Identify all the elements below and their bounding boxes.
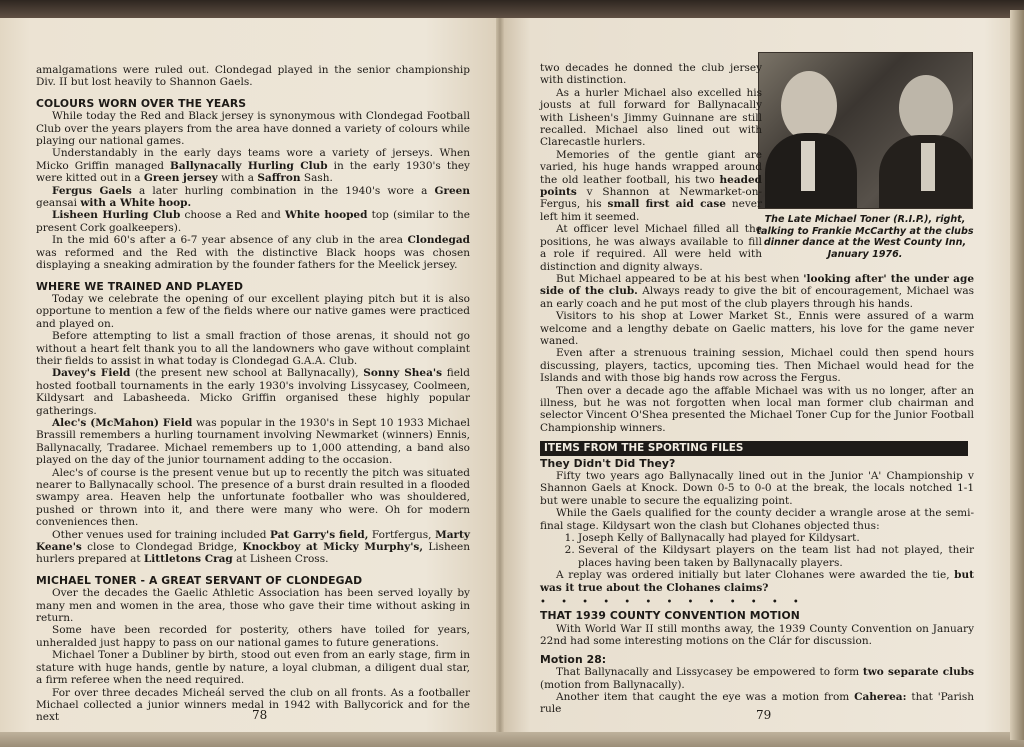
dot-divider: • • • • • • • • • • • • • xyxy=(540,597,805,609)
list-item: 1. Joseph Kelly of Ballynacally had played for Kildysart. xyxy=(578,532,974,544)
intro-paragraph: amalgamations were ruled out. Clondegad played in the senior championship Div. II but lost heavily to Shannon Gaels. xyxy=(36,64,470,89)
paragraph: In the mid 60's after a 6-7 year absence of any club in the area Clondegad was reformed and the Red with the distinctive Black hoops was chosen displaying a sneaking admiration by the founder fathers for the Meelick jersey. xyxy=(36,234,470,272)
paragraph: Understandably in the early days teams wore a variety of jerseys. When Micko Griffin managed Ballynacally Hurling Club in the early 1930's they were kitted out in a Green jersey with a Saffron Sash. xyxy=(36,147,470,185)
heading-didnt: They Didn't Did They? xyxy=(540,456,676,470)
paragraph: Over the decades the Gaelic Athletic Association has been served loyally by many men and women in the area, those who gave their time without asking in return. xyxy=(36,587,470,625)
page-number: 78 xyxy=(252,708,268,722)
paragraph: Even after a strenuous training session, Michael could then spend hours discussing, players, tactics, upcoming ties. Then Michael would head for the Islands and with those big hands row across the Fergus. xyxy=(540,347,974,385)
page-number: 79 xyxy=(756,708,772,722)
paragraph: As a hurler Michael also excelled his jousts at full forward for Ballynacally with Lisheen's Jimmy Guinnane are still recalled. Michael also lined out with Clarecastle hurlers. xyxy=(540,86,762,149)
photo-caption: The Late Michael Toner (R.I.P.), right, talking to Frankie McCarthy at the clubs dinner dance at the West County Inn, January 1976. xyxy=(756,214,974,260)
list-item: 2. Several of the Kildysart players on the team list had not played, their places having been taken by Ballynacally players. xyxy=(578,544,974,569)
section-banner: ITEMS FROM THE SPORTING FILES xyxy=(540,441,968,455)
heading-motion: THAT 1939 COUNTY CONVENTION MOTION xyxy=(540,609,800,623)
paragraph: Alec's of course is the present venue but up to recently the pitch was situated nearer to Ballynacally school. The presence of a burst drain resulted in a flooded swampy area. Heaven help the unfortunate footballer who was shouldered, pushed or thrown into it, and there were many who were. Oh for modern conveniences then. xyxy=(36,466,470,529)
paragraph: Lisheen Hurling Club choose a Red and White hooped top (similar to the present Cork goalkeepers). xyxy=(36,209,471,234)
right-page xyxy=(500,18,1010,732)
paragraph: While today the Red and Black jersey is synonymous with Clondegad Football Club over the years players from the area have donned a variety of colours while playing our national games. xyxy=(36,110,470,148)
paragraph: While the Gaels qualified for the county decider a wrangle arose at the semi-final stage. Kildysart won the clash but Clohanes objected thus: xyxy=(540,507,974,532)
paragraph: Other venues used for training included Pat Garry's field, Fortfergus, Marty Keane's close to Clondegad Bridge, Knockboy at Micky Murphy's, Lisheen hurlers prepared at Littletons Crag at Lisheen Cross. xyxy=(36,528,470,566)
paragraph: At officer level Michael filled all the positions, he was always available to fill a role if required. All were held with distinction and dignity always. xyxy=(540,223,762,273)
paragraph: With World War II still months away, the 1939 County Convention on January 22nd had some interesting motions on the Clár for discussion. xyxy=(540,622,974,648)
paragraph: two decades he donned the club jersey with distinction. xyxy=(540,62,762,87)
left-page xyxy=(0,18,500,732)
paragraph: But Michael appeared to be at his best when 'looking after' the under age side of the club. Always ready to give the bit of encouragement, Michael was an early coach and he put most of the club players through his hands. xyxy=(540,272,975,310)
page-edge xyxy=(1010,10,1024,740)
paragraph: A replay was ordered initially but later Clohanes were awarded the tie, but was it true about the Clohanes claims? xyxy=(540,569,974,594)
paragraph: Memories of the gentle giant are varied, his huge hands wrapped around the old leather football, his two headed points v Shannon at Newmarket-on-Fergus, his small first aid case never left him it seemed. xyxy=(540,148,763,223)
paragraph: Another item that caught the eye was a motion from Caherea: that 'Parish rule xyxy=(540,690,974,716)
heading-colours: COLOURS WORN OVER THE YEARS xyxy=(36,96,247,110)
narrow-text-block xyxy=(540,62,762,273)
heading-trained: WHERE WE TRAINED AND PLAYED xyxy=(36,279,244,293)
left-column xyxy=(36,64,470,724)
paragraph: That Ballynacally and Lissycasey be empowered to form two separate clubs (motion from Ballynacally). xyxy=(540,666,975,691)
paragraph: Fifty two years ago Ballynacally lined out in the Junior 'A' Championship v Shannon Gaels at Knock. Down 0-5 to 0-0 at the break, the locals notched 1-1 but were unable to secure the equalizing point. xyxy=(540,470,974,507)
paragraph: Fergus Gaels a later hurling combination in the 1940's wore a Green geansai with a White hoop. xyxy=(36,184,470,210)
objection-list xyxy=(540,532,974,569)
paragraph: Before attempting to list a small fraction of those arenas, it should not go without a heart felt thank you to all the landowners who gave without complaint their fields to assist in what today is Clondegad G.A.A. Club. xyxy=(36,330,470,367)
paragraph: Some have been recorded for posterity, others have toiled for years, unheralded just happy to pass on our national games to future generations. xyxy=(36,624,470,649)
paragraph: For over three decades Micheál served the club on all fronts. As a footballer Michael collected a junior winners medal in 1942 with Ballycorick and for the next xyxy=(36,686,470,724)
heading-toner: MICHAEL TONER - A GREAT SERVANT OF CLONDEGAD xyxy=(36,573,363,587)
paragraph: Alec's (McMahon) Field was popular in the 1930's in Sept 10 1933 Michael Brassill remembers a hurling tournament involving Newmarket (winners) Ennis, Ballynacally, Tradaree. Michael remembers up to 1,000 attending, a band also played on the day of the junior tournament adding to the occasion. xyxy=(36,416,470,467)
paragraph: Michael Toner a Dubliner by birth, stood out even from an early stage, firm in stature with huge hands, gentle by nature, a loyal clubman, a diligent dual star, a firm referee when the need required. xyxy=(36,649,470,687)
paragraph: Today we celebrate the opening of our excellent playing pitch but it is also opportune to mention a few of the fields where our native games were practiced and played on. xyxy=(36,292,470,330)
heading-motion-28: Motion 28: xyxy=(540,652,607,666)
paragraph: Then over a decade ago the affable Michael was with us no longer, after an illness, but he was not forgotten when local man former club chairman and selector Vincent O'Shea presented the Michael Toner Cup for the Junior Football Championship winners. xyxy=(540,384,974,434)
book-spine xyxy=(496,18,504,732)
right-column xyxy=(540,62,974,716)
paragraph: Davey's Field (the present new school at Ballynacally), Sonny Shea's field hosted football tournaments in the early 1930's involving Lissycasey, Coolmeen, Kildysart and Labasheeda. Micko Griffin organised these highly popular gatherings. xyxy=(36,367,471,417)
paragraph: Visitors to his shop at Lower Market St., Ennis were assured of a warm welcome and a lengthy debate on Gaelic matters, his love for the game never waned. xyxy=(540,310,974,347)
